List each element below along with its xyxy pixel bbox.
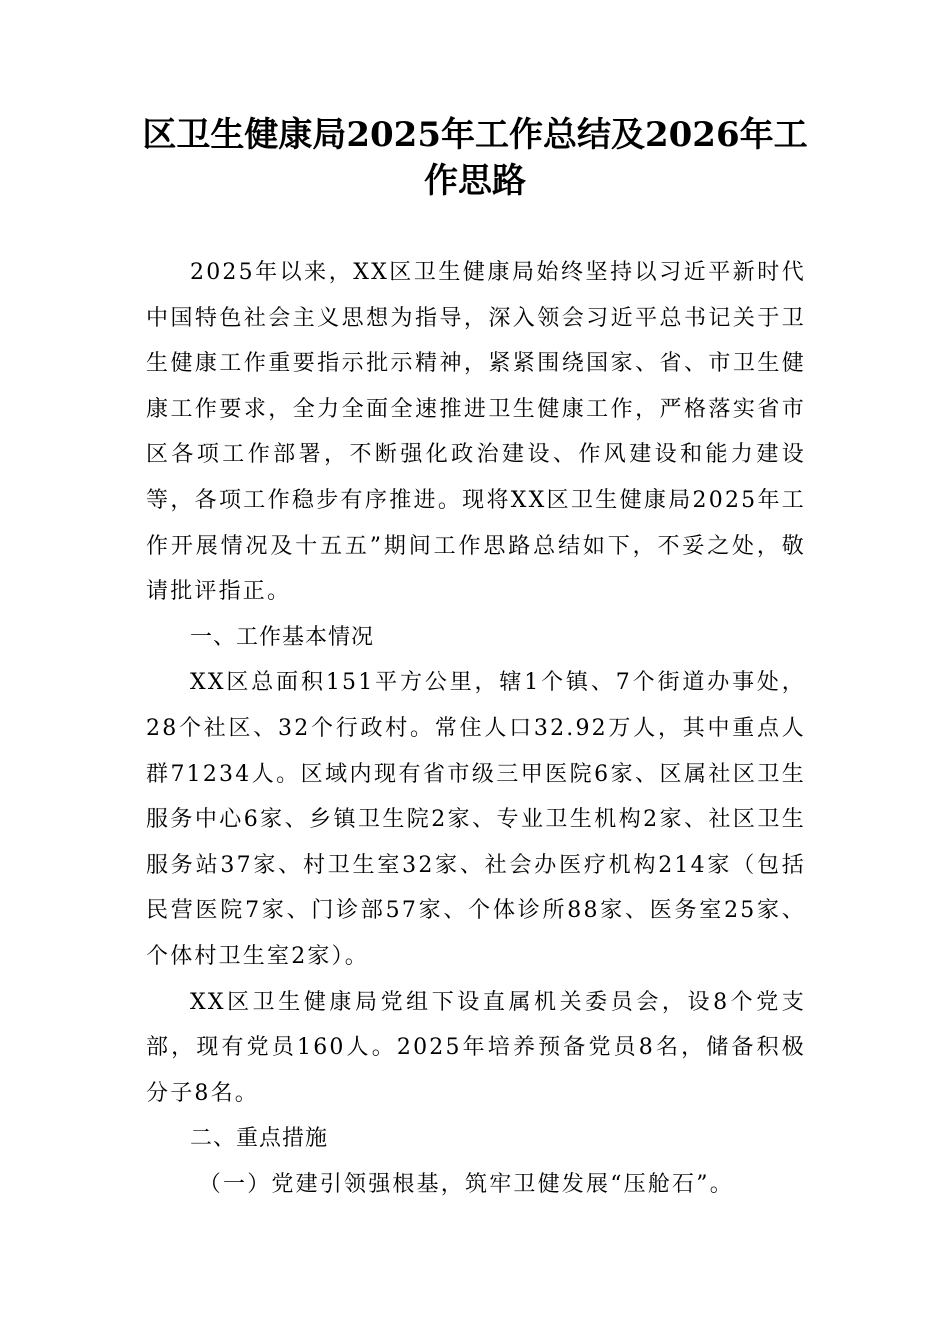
section-heading-basic-situation: 一、工作基本情况 [190, 624, 375, 650]
section-heading-key-measures: 二、重点措施 [190, 1126, 329, 1152]
document-title: 区卫生健康局2025年工作总结及2026年工作思路 [142, 115, 808, 201]
intro-paragraph: 2025年以来，XX区卫生健康局始终坚持以习近平新时代中国特色社会主义思想为指导，深入领会习近平总书记关于卫生健康工作重要指示批示精神，紧紧围绕国家、省、市卫生健康工作要求，全力全面全速推进卫生健康工作，严格落实省市区各项工作部署，不断强化政治建设、作风建设和能力建设等，各项工作稳步有序推进。现将XX区卫生健康局2025年工作开展情况及十五五”期间工作思路总结如下，不妥之处，敬请批评指正。 [146, 260, 806, 605]
paragraph-party-organization: XX区卫生健康局党组下设直属机关委员会，设8个党支部，现有党员160人。2025年培养预备党员8名，储备积极分子8名。 [146, 989, 806, 1106]
paragraph-district-overview: XX区总面积151平方公里，辖1个镇、7个街道办事处，28个社区、32个行政村。常住人口32.92万人，其中重点人群71234人。区域内现有省市级三甲医院6家、区属社区卫生服务中心6家、乡镇卫生院2家、专业卫生机构2家、社区卫生服务站37家、村卫生室32家、社会办医疗机构214家（包括民营医院7家、门诊部57家、个体诊所88家、医务室25家、个体村卫生室2家）。 [146, 670, 806, 969]
document-body [146, 250, 806, 1207]
subheading-party-building: （一）党建引领强根基，筑牢卫健发展“压舱石”。 [198, 1171, 734, 1197]
